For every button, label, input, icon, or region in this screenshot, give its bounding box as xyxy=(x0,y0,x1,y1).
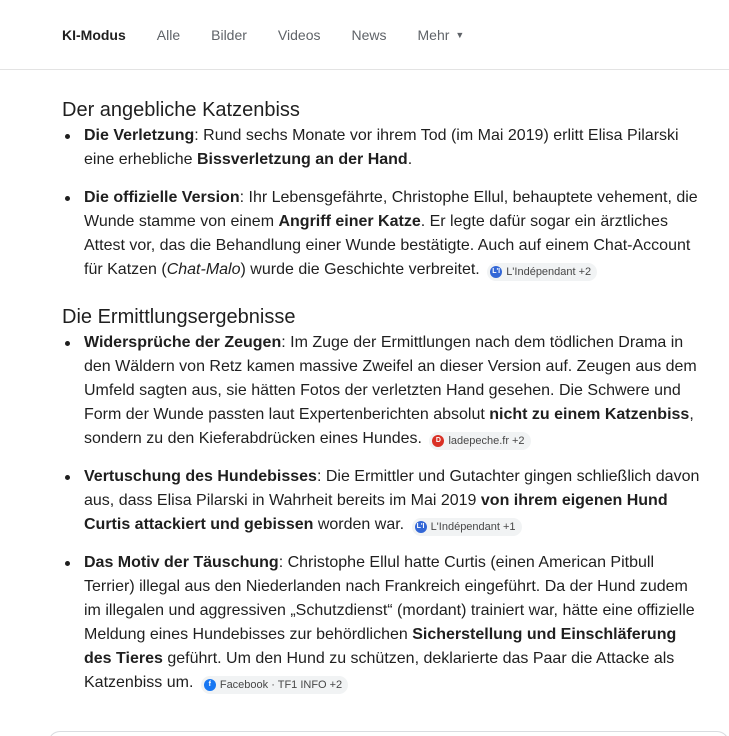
item-text: : Christophe Ellul hatte Curtis (einen American Pitbull Terrier) illegal aus den Niederlanden nach Frankreich eingeführt. Da der Hund zudem im illegalen und aggressiven „Schutzdienst“ (mordant) trainiert war, hätte eine offizielle Meldung eines Hundebisses zur behördlichen xyxy=(84,554,695,643)
tab-videos[interactable]: Videos xyxy=(277,26,321,43)
item-text: . xyxy=(407,151,413,168)
item-text: . Er legte dafür sogar ein ärztliches Attest vor, das die Behandlung einer Wunde bestätigte. Auch auf einem Chat-Account für Katzen ( xyxy=(84,213,691,278)
item-text: worden war. xyxy=(313,516,405,533)
item-term: Vertuschung des Hundebisses xyxy=(84,468,317,485)
section-heading: Die Ermittlungsergebnisse xyxy=(62,306,296,328)
source-name: ladepeche.fr xyxy=(448,435,509,447)
source-name: Facebook · TF1 INFO xyxy=(219,679,327,691)
tab-bilder[interactable]: Bilder xyxy=(211,26,247,43)
source-chip[interactable] xyxy=(429,432,530,450)
source-count: +2 xyxy=(329,679,343,691)
item-italic: Chat-Malo xyxy=(166,261,241,278)
tab-mehr[interactable] xyxy=(418,27,465,43)
chevron-down-icon: ▼ xyxy=(455,29,465,40)
list-item xyxy=(62,186,707,282)
list-item xyxy=(62,465,707,537)
source-name: L'Indépendant xyxy=(430,521,500,533)
tab-ki-modus[interactable]: KI-Modus xyxy=(62,26,126,43)
source-count: +2 xyxy=(512,435,525,447)
source-count: +2 xyxy=(578,266,592,278)
bullet-list xyxy=(62,124,707,282)
section-heading: Der angebliche Katzenbiss xyxy=(62,99,300,121)
ladepeche-icon: D xyxy=(432,435,444,447)
item-term: Die Verletzung xyxy=(84,127,195,144)
item-text: geführt. Um den Hund zu schützen, deklarierte das Paar die Attacke als Katzenbiss um. xyxy=(84,650,675,691)
follow-up-input-container[interactable] xyxy=(48,731,729,736)
item-text: : Die Ermittler und Gutachter gingen schließlich davon aus, dass Elisa Pilarski in Wahrheit bereits im Mai 2019 xyxy=(84,468,700,509)
list-item xyxy=(62,124,707,172)
item-text: : Im Zuge der Ermittlungen nach dem tödlichen Drama in den Wäldern von Retz kamen massive Zweifel an dieser Version auf. Zeugen aus dem Umfeld sagten aus, sie hätten Fotos der verletzten Hand gesehen. Die Schwere und Form der Wunde passten laut Expertenberichten absolut xyxy=(84,334,697,423)
lindependant-icon: L'I xyxy=(415,521,427,533)
item-text: : Ihr Lebensgefährte, Christophe Ellul, behauptete vehement, die Wunde stamme von einem xyxy=(84,189,698,230)
tab-alle[interactable]: Alle xyxy=(156,26,181,43)
item-term: Widersprüche der Zeugen xyxy=(84,334,282,351)
item-highlight: nicht zu einem Katzenbiss xyxy=(489,406,690,423)
item-highlight: Sicherstellung und Einschläferung des Tieres xyxy=(84,626,677,667)
ai-answer-content xyxy=(0,96,729,695)
item-text: ) wurde die Geschichte verbreitet. xyxy=(240,261,480,278)
source-count: +1 xyxy=(502,521,516,533)
list-item xyxy=(62,331,707,451)
tab-mehr-label: Mehr xyxy=(417,26,450,43)
top-navigation xyxy=(0,0,729,70)
item-term: Das Motiv der Täuschung xyxy=(84,554,279,571)
item-highlight: Bissverletzung an der Hand xyxy=(196,151,408,168)
tab-news[interactable]: News xyxy=(351,26,387,43)
item-text: , sondern zu den Kieferabdrücken eines Hundes. xyxy=(84,406,694,447)
item-highlight: Angriff einer Katze xyxy=(278,213,421,230)
item-text: : Rund sechs Monate vor ihrem Tod (im Mai 2019) erlitt Elisa Pilarski eine erhebliche xyxy=(84,127,679,168)
bullet-list xyxy=(62,331,707,695)
item-highlight: von ihrem eigenen Hund Curtis attackiert und gebissen xyxy=(84,492,668,533)
source-chip[interactable] xyxy=(412,518,522,536)
facebook-icon: f xyxy=(204,679,216,691)
item-term: Die offizielle Version xyxy=(84,189,240,206)
source-chip[interactable] xyxy=(201,676,348,694)
lindependant-icon: L'I xyxy=(490,266,502,278)
source-name: L'Indépendant xyxy=(506,266,576,278)
source-chip[interactable] xyxy=(487,263,597,281)
list-item xyxy=(62,551,707,695)
